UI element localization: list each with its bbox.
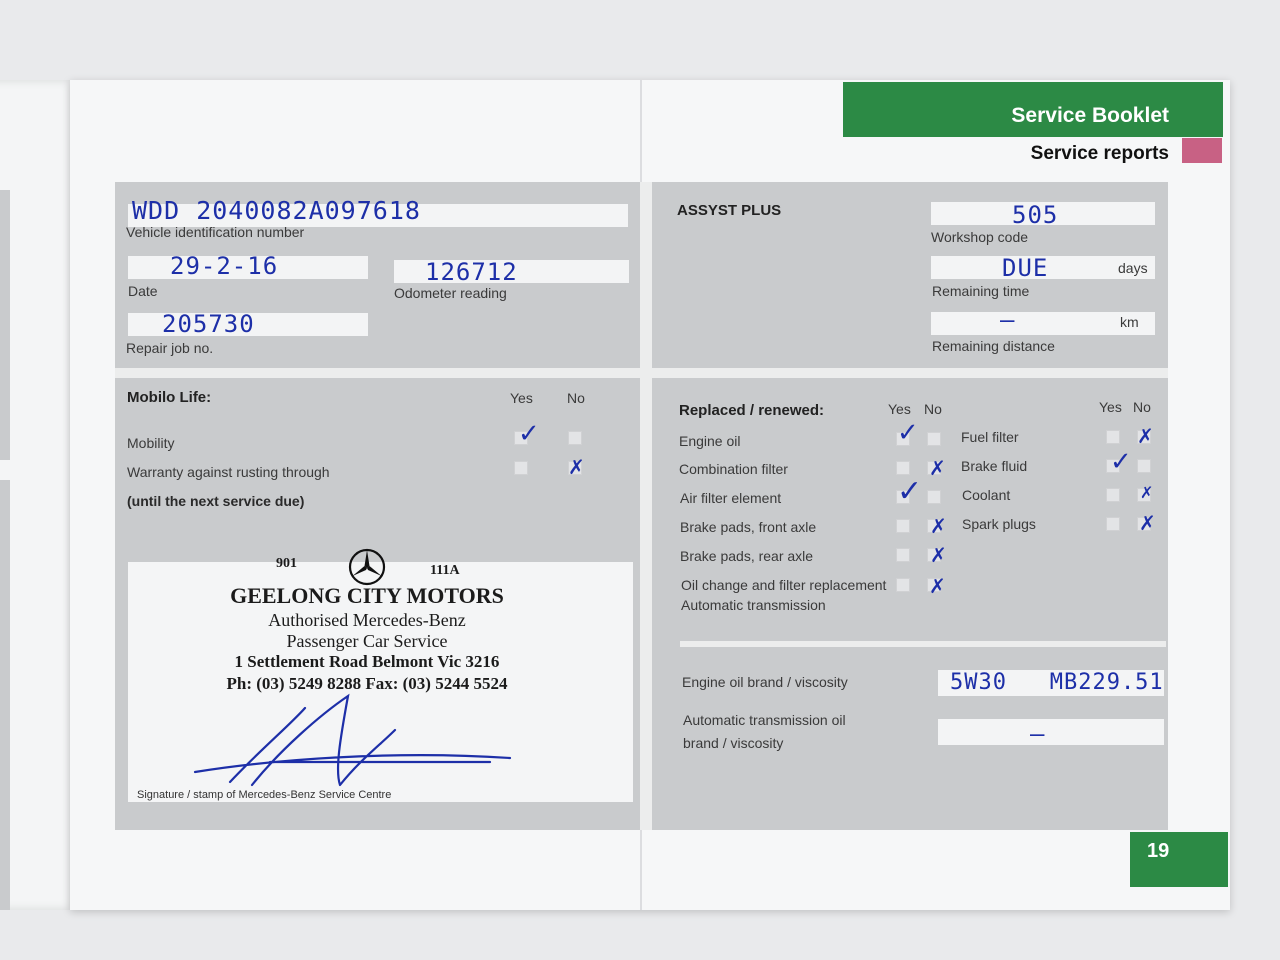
spark-plugs-mark: ✗ — [1139, 511, 1156, 535]
trans-oil-field[interactable] — [938, 719, 1164, 745]
mobility-label: Mobility — [127, 435, 175, 451]
dealer-name: GEELONG CITY MOTORS — [230, 583, 504, 608]
rust-warranty-yes-checkbox[interactable] — [514, 461, 528, 475]
mobilo-yes-header: Yes — [510, 390, 533, 406]
date-label: Date — [128, 283, 158, 299]
brake-pads-front-yes-checkbox[interactable] — [896, 519, 910, 533]
assyst-title: ASSYST PLUS — [677, 202, 782, 219]
brake-pads-rear-label: Brake pads, rear axle — [680, 548, 814, 564]
stamp-line-4: Ph: (03) 5249 8288 Fax: (03) 5244 5524 — [226, 674, 508, 693]
mobility-mark: ✓ — [518, 419, 540, 449]
rust-warranty-mark: ✗ — [568, 455, 585, 479]
replaced-right-no-header: No — [1133, 399, 1151, 415]
days-unit: days — [1118, 260, 1148, 276]
vin-label: Vehicle identification number — [126, 224, 305, 240]
coolant-yes-checkbox[interactable] — [1106, 488, 1120, 502]
oil-change-mark: ✗ — [929, 574, 946, 598]
booklet-title: Service Booklet — [1011, 104, 1169, 127]
air-filter-label: Air filter element — [680, 490, 782, 506]
engine-oil-mark: ✓ — [897, 418, 919, 448]
fuel-filter-mark: ✗ — [1137, 424, 1154, 448]
spark-plugs-label: Spark plugs — [962, 516, 1036, 532]
oil-change-label: Oil change and filter replacement — [681, 577, 887, 593]
engine-oil-no-checkbox[interactable] — [927, 432, 941, 446]
odometer-label: Odometer reading — [394, 285, 507, 301]
mobility-no-checkbox[interactable] — [568, 431, 582, 445]
km-unit: km — [1120, 314, 1139, 330]
brake-fluid-mark: ✓ — [1110, 447, 1132, 477]
rust-warranty-label: Warranty against rusting through — [127, 464, 330, 480]
oil-section-divider — [680, 641, 1166, 647]
workshop-code-label: Workshop code — [931, 229, 1029, 245]
remaining-time-value: DUE — [1002, 254, 1049, 282]
stamp-code-left: 901 — [276, 556, 297, 571]
spark-plugs-yes-checkbox[interactable] — [1106, 517, 1120, 531]
combination-filter-label: Combination filter — [679, 461, 788, 477]
date-value: 29-2-16 — [170, 252, 279, 280]
replaced-yes-header: Yes — [888, 401, 911, 417]
stamp-code-right: 111A — [430, 563, 460, 578]
oil-change-label-line2: Automatic transmission — [681, 597, 826, 613]
form-divider-vertical — [640, 182, 652, 830]
replaced-right-yes-header: Yes — [1099, 399, 1122, 415]
oil-change-yes-checkbox[interactable] — [896, 578, 910, 592]
section-title: Service reports — [1030, 143, 1169, 164]
air-filter-no-checkbox[interactable] — [927, 490, 941, 504]
air-filter-mark: ✓ — [897, 474, 923, 509]
coolant-label: Coolant — [962, 487, 1011, 503]
engine-oil-brand-value: 5W30 MB229.51 — [950, 670, 1164, 695]
stamp-line-1: Authorised Mercedes-Benz — [268, 610, 466, 630]
stamp-line-2: Passenger Car Service — [286, 631, 448, 651]
engine-oil-brand-label: Engine oil brand / viscosity — [682, 674, 848, 690]
page-number-tab — [1130, 832, 1228, 887]
brake-pads-front-label: Brake pads, front axle — [680, 519, 817, 535]
remaining-distance-value: — — [1000, 306, 1016, 334]
combination-filter-yes-checkbox[interactable] — [896, 461, 910, 475]
trans-oil-label-1: Automatic transmission oil — [683, 712, 846, 728]
remaining-time-label: Remaining time — [932, 283, 1030, 299]
odometer-value: 126712 — [425, 258, 518, 286]
engine-oil-label: Engine oil — [679, 433, 741, 449]
section-color-tab — [1182, 138, 1222, 163]
page-number: 19 — [1147, 840, 1170, 862]
mobilo-title: Mobilo Life: — [127, 389, 212, 406]
brake-pads-front-mark: ✗ — [930, 514, 947, 538]
coolant-mark: ✗ — [1140, 483, 1154, 502]
combination-filter-mark: ✗ — [929, 456, 946, 480]
brake-fluid-no-checkbox[interactable] — [1137, 459, 1151, 473]
mobilo-note: (until the next service due) — [127, 493, 305, 509]
replaced-no-header: No — [924, 401, 942, 417]
remaining-distance-label: Remaining distance — [932, 338, 1055, 354]
mercedes-star-icon — [347, 547, 387, 587]
brake-fluid-label: Brake fluid — [961, 458, 1028, 474]
brake-pads-rear-mark: ✗ — [930, 543, 947, 567]
repair-job-label: Repair job no. — [126, 340, 214, 356]
fuel-filter-yes-checkbox[interactable] — [1106, 430, 1120, 444]
trans-oil-label-2: brand / viscosity — [683, 735, 784, 751]
previous-page — [0, 80, 79, 910]
repair-job-value: 205730 — [162, 310, 255, 338]
fuel-filter-label: Fuel filter — [961, 429, 1019, 445]
signature-image — [190, 690, 520, 800]
stamp-line-3: 1 Settlement Road Belmont Vic 3216 — [234, 652, 500, 671]
workshop-code-value: 505 — [1012, 201, 1059, 229]
brake-pads-rear-yes-checkbox[interactable] — [896, 548, 910, 562]
vin-value: WDD 2040082A097618 — [132, 196, 421, 225]
replaced-title: Replaced / renewed: — [679, 402, 825, 419]
mobilo-no-header: No — [567, 390, 585, 406]
trans-oil-value: — — [1030, 720, 1046, 748]
signature-label: Signature / stamp of Mercedes-Benz Service Centre — [137, 789, 392, 801]
